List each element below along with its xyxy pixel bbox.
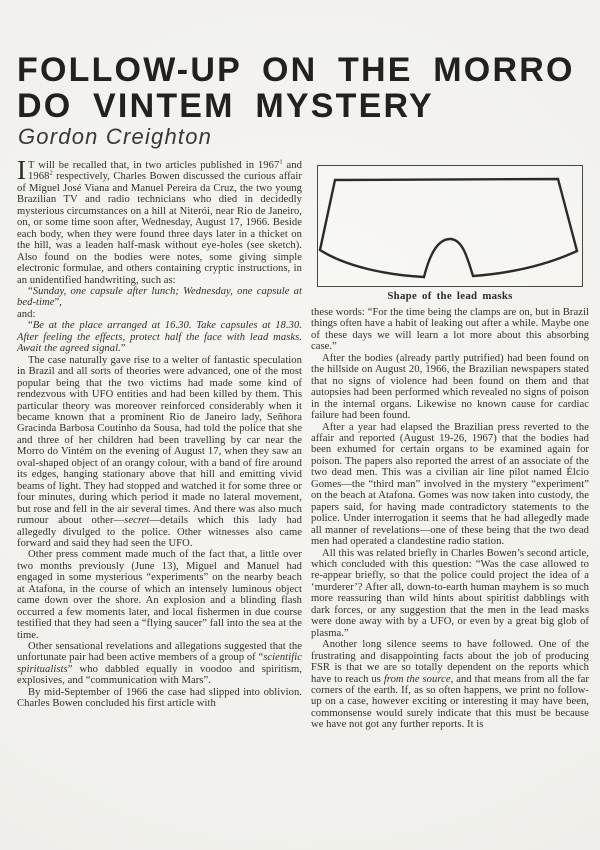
drop-cap: I — [17, 155, 27, 185]
byline: Gordon Creighton — [18, 124, 213, 149]
paragraph: After the bodies (already partly putrified) had been found on the hillside on August 20, 1966, the Brazilian newspapers stated that no signs of violence had been found on them and that autopsies had been performed which revealed no signs of poison in the internal organs. Likewise no known cause for cardiac failure had been found. — [311, 352, 589, 422]
article-title-line1: FOLLOW-UP ON THE MORRO — [17, 51, 575, 89]
right-column — [311, 164, 589, 731]
left-column — [17, 155, 302, 710]
lead-mask-figure — [311, 165, 589, 302]
right-column-text — [311, 307, 589, 731]
lead-mask-sketch-icon — [318, 166, 582, 286]
paragraph: Other sensational revelations and allegations suggested that the unfortunate pair had been active members of a group of “scientific spiritualists” who dabbled equally in voodoo and spiritism, explosives, and “communication with Mars”. — [17, 641, 302, 687]
paragraph: and: — [17, 308, 36, 320]
paragraph: “Sunday, one capsule after lunch; Wednesday, one capsule at bed-time”, — [17, 285, 302, 309]
figure-frame — [317, 165, 583, 287]
paragraph: By mid-September of 1966 the case had slipped into oblivion. Charles Bowen concluded his first article with — [17, 686, 302, 710]
paragraph: The case naturally gave rise to a welter of fantastic speculation in Brazil and all sorts of theories were advanced, one of the most popular being that the two victims had made some kind of rendezvous with UFO entities and had been killed by them. This particular theory was moreover reinforced considerably when it became known that a prominent Rio de Janeiro lady, Señhora Gracinda Barbosa Coutinho da Sousa, had told the police that she and three of her children had been travelling by car near the Morro do Vintém on the evening of August 17, when they saw an oval-shaped object of an orangy colour, with a band of fire around its edges, hanging stationary above that hill and emitting vivid beams of light. They had stopped and watched it for some three or four minutes, during which period it made no lateral movement, but rose and fell in the air several times. And there was also much rumour about other—secret—details which this lady had allegedly divulged to the police. Other witnesses also came forward and said they had seen the UFO. — [17, 354, 302, 549]
paragraph: Another long silence seems to have followed. One of the frustrating and disappointing facts about the job of producing FSR is that we are so totally dependent on the reports which have to reach us from the source, and that means from all the far corners of the earth. If, as so often happens, we print no follow-up on a case, however exciting or interesting it may have been, commonsense would surely indicate that this must be because we have not got any further reports. It is — [311, 639, 589, 731]
paragraph: these words: “For the time being the clamps are on, but in Brazil things often have a habit of leaking out after a while. Maybe one of these days we will learn a lot more about this absorbing case.” — [311, 307, 589, 353]
article-title — [17, 52, 575, 124]
paragraph: All this was related briefly in Charles Bowen’s second article, which concluded with this question: “Was the case allowed to re-appear briefly, so that the police could project the idea of a ‘murderer’? After all, down-to-earth human mayhem is so much more reassuring than wild hints about spiritist dabblings with dark forces, or any suggestion that the men in the lead masks were done away with by a UFO, or even by a great big glob of plasma.” — [311, 547, 589, 639]
article-title-line2: DO VINTEM MYSTERY — [17, 87, 434, 125]
paragraph: After a year had elapsed the Brazilian press reverted to the affair and reported (August 19-26, 1967) that the bodies had been exhumed for certain organs to be examined again for poison. The papers also reported the arrest of an associate of the two dead men. This was a civilian air line pilot named Élcio Gomes—the “third man” involved in the mystery “experiment” on the beach at Atafona. Gomes was now taken into custody, the papers said, for having made contradictory statements to the police. Under interrogation it seems that he had allegedly made all manner of revelations—one of these being that the two dead men had operated a clandestine radio station. — [311, 421, 589, 548]
paragraph: I T will be recalled that, in two articles published in 1967$^1$ and 1968$^2$ respectively, Charles Bowen discussed the curious affair of Miguel José Viana and Manuel Pereira da Cruz, the two young Brazilian TV and radio technicians who died in decidedly mysterious circumstances on a hill at Niterói, near Rio de Janeiro, on, or some time soon after, Wednesday, August 17, 1966. Beside each body, when they were found three days later in a thicket on the hill, was a leaden half-mask without eye-holes (see sketch). Also found on the bodies were notes, some giving simple electronic formulae, and others containing cryptic instructions, in an unidentified handwriting, such as: — [17, 155, 302, 286]
paragraph: “Be at the place arranged at 16.30. Take capsules at 18.30. After feeling the effects, protect half the face with lead masks. Await the agreed signal.” — [17, 320, 302, 355]
figure-caption: Shape of the lead masks — [387, 290, 513, 302]
paragraph: Other press comment made much of the fact that, a little over two months previously (June 13), Miguel and Manuel had engaged in some mysterious “experiments” on the nearby beach at Atafona, in the course of which an intensely luminous object came down over the shore. An explosion and a blinding flash occurred a few moments later, and local fishermen in due course testified that they had seen a “flying saucer” fall into the sea at the time. — [17, 549, 302, 641]
